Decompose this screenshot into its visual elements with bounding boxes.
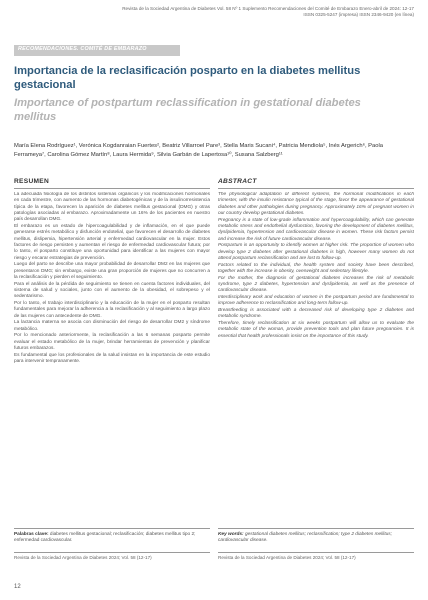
resumen-paragraph: Por lo tanto, el trabajo interdisciplinario y la educación de la mujer en el posparto resultan fundamentales para mejorar la adherencia a la reclasificación y al seguimiento a largo plazo de las mujeres con antecedente de DMG. [14,301,210,319]
resumen-paragraph: Es fundamental que los profesionales de la salud insistan en la importancia de este estudio para intervenir tempranamente. [14,352,210,365]
keywords-text: diabetes mellitus gestacional; reclasificación; diabetes mellitus tipo 2; enfermedad cardiovascular. [14,532,196,544]
journal-reference: Revista de la Sociedad Argentina de Diabetes Vol. 58 Nº 1 Suplemento Recomendaciones del Comité de Embarazo Enero-abril de 2024: 12-17 [122,6,414,11]
resumen-paragraph: Por lo mencionado anteriormente, la reclasificación a las 6 semanas posparto permite evaluar el estado metabólico de la mujer, brindar herramientas de prevención y planificar futuros embarazos. [14,333,210,352]
abstract-paragraph: Breastfeeding is associated with a decreased risk of developing type 2 diabetes and metabolic syndrome. [218,307,414,320]
abstract-paragraph: For the mother, the diagnosis of gestational diabetes increases the risk of metabolic syndrome, type 2 diabetes, hypertension and dyslipidemia, as well as the presence of cardiovascular disease. [218,275,414,294]
resumen-paragraph: La adecuada fisiología de los distintos sistemas orgánicos y los modificaciones hormonales en cada trimestre, con aumento de las hormonas diabetogénicas y de la insulinorresistencia típica de la etapa, favorecen la aparición de diabetes mellitus gestacional (DMG) y otras patologías asociadas al embarazo. Aproximadamente un 16% de los pacientes en nuestro país desarrollan DMG. [14,192,210,223]
keywords-english [218,528,414,544]
article-title-english: Importance of postpartum reclassification in gestational diabetes mellitus [14,97,361,123]
abstract-column [218,178,414,533]
resumen-heading: RESUMEN [14,178,210,189]
article-title-spanish: Importancia de la reclasificación posparto en la diabetes mellitus gestacional [14,65,361,91]
resumen-paragraph: Para el análisis de la pérdida de seguimiento se tienen en cuenta factores individuales, del sistema de salud y sociales, junto con el aumento de la obesidad, el sobrepeso y el sedentarismo. [14,281,210,300]
abstract-paragraph: Therefore, timely reclassification at six weeks postpartum will allow us to evaluate the metabolic state of the woman, provide prevention tools and plan future pregnancies. It is essential that health professionals insist on the importance of this study. [218,320,414,339]
resumen-column [14,178,210,533]
keywords-label: Palabras clave: [14,532,49,537]
section-label: RECOMENDACIONES. COMITÉ DE EMBARAZO [18,46,147,52]
abstract-paragraph: Pregnancy is a state of low-grade inflammation and hypercoagulability, which can generate metabolic stress and endothelial dysfunction, favoring the development of diabetes mellitus, dyslipidemia, hypertension and cardiovascular disease in women. These risk factors persist and increase the risk of future cardiovascular disease. [218,217,414,242]
resumen-paragraph: La lactancia materna se asocia con disminución del riesgo de desarrollar DM2 y síndrome metabólico. [14,320,210,332]
issn-line: ISSN 0325-5247 (impresa) ISSN 2346-9420 (en línea) [303,12,414,17]
citation-spanish: Revista de la Sociedad Argentina de Diabetes 2024; Vol. 58 (12-17) [14,552,210,560]
abstract-body [218,192,414,533]
abstract-paragraph: Factors related to the individual, the health system and society have been described, together with the increase in obesity, overweight and sedentary lifestyle. [218,262,414,275]
author-list: María Elena Rodríguez¹, Verónica Kogdanraian Fuertes², Beatriz Villarroel Pare³, Stella Maris Sucani⁴, Patricia Mendiola⁵, Inés Argerich⁶, Paola Ferrameya⁷, Carolina Gómez Martín⁸, Laura Hermida⁹, Silvia Garbán de Lapertosa¹⁰, Susana Salzberg¹¹ [14,143,384,158]
abstract-heading: ABSTRACT [218,178,414,189]
resumen-paragraph: El embarazo es un estado de hipercoagulabilidad y de inflamación, en el que puede generarse estrés metabólico y disfunción endotelial, que favorecen el desarrollo de diabetes mellitus, dislipemia, hipertensión arterial y enfermedad cardiovascular en la mujer. Estos factores de riesgo persisten y aumentan el riesgo de enfermedad cardiovascular futura; por lo tanto, el posparto constituye una oportunidad para identificar a las mujeres con mayor riesgo y encarar estrategias de prevención. [14,224,210,261]
resumen-paragraph: Luego del parto se describe una mayor probabilidad de desarrollar DM2 en las mujeres que presentaron DMG; sin embargo, existe una gran proporción de mujeres que no concurren a la reclasificación y pierden el seguimiento. [14,262,210,281]
keywords-label: Key words: [218,532,244,537]
page-number: 12 [14,584,21,590]
keywords-text: gestational diabetes mellitus; reclassification; type 2 diabetes mellitus; cardiovascular disease. [218,532,392,544]
keywords-spanish [14,528,210,544]
abstract-paragraph: The physiological adaptation of different systems, the hormonal modifications in each trimester, with the insulin resistance typical of the stage, favor the appearance of gestational diabetes and other pathologies during pregnancy. Approximately 16% of pregnant women in our country develop gestational diabetes. [218,192,414,217]
citation-english: Revista de la Sociedad Argentina de Diabetes 2024; Vol. 58 (12-17) [218,552,414,560]
abstract-paragraph: Interdisciplinary work and education of women in the postpartum period are fundamental to improve adherence to reclassification and long-term follow-up. [218,294,414,307]
resumen-body [14,192,210,533]
abstract-paragraph: Postpartum is an opportunity to identify women at higher risk. The proportion of women who develop type 2 diabetes after gestational diabetes is high, however many women do not attend postpartum reclassification and are lost to follow-up. [218,243,414,262]
running-head [14,6,414,18]
